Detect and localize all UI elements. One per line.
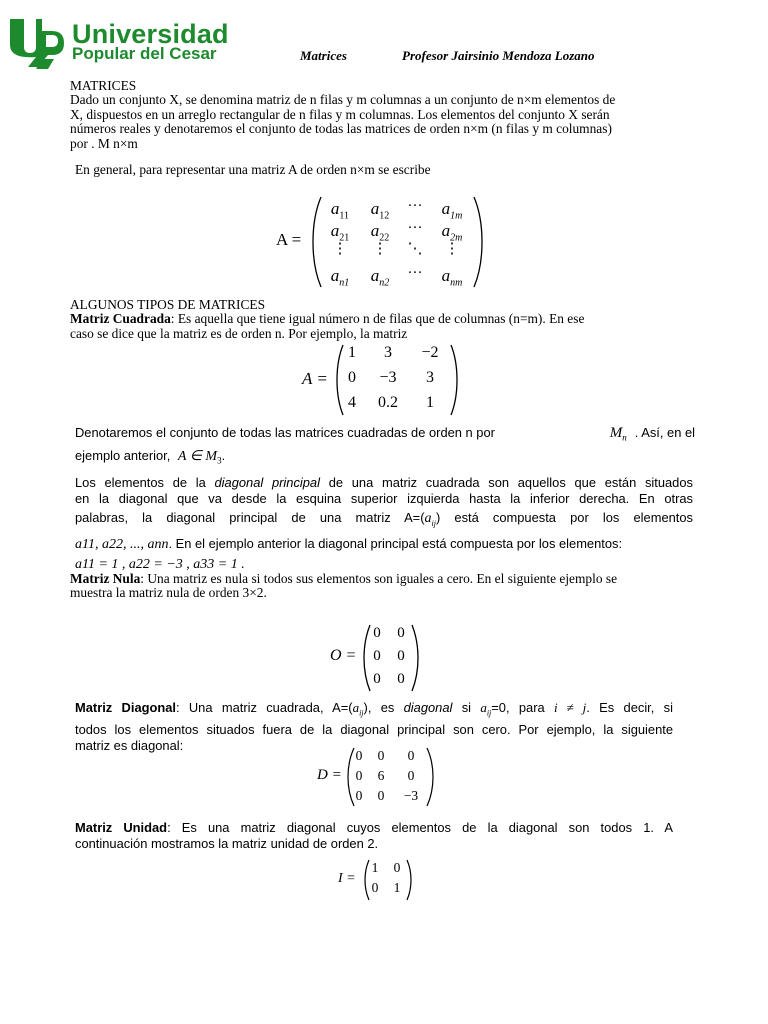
null-matrix	[368, 624, 412, 692]
types-heading: ALGUNOS TIPOS DE MATRICES	[70, 297, 266, 312]
diag-text: ), es	[363, 700, 395, 715]
matrix-entry: ⋮	[372, 241, 388, 257]
matrix-entry: ···	[407, 265, 423, 281]
diagonal-emphasis: diagonal principal	[214, 475, 320, 490]
matrix-entry: 3	[384, 344, 392, 361]
matrix-entry: $a_{nm}$	[441, 266, 463, 289]
matrix-entry: 1	[371, 860, 379, 875]
intro-line: Dado un conjunto X, se denomina matriz de n filas y m columnas a un conjunto de n×m elementos de	[70, 92, 616, 108]
null-label: Matriz Nula	[70, 571, 141, 586]
matrix-entry: 0.2	[378, 394, 398, 411]
diag-emphasis: diagonal	[403, 700, 453, 715]
matrix-entry: 0	[373, 648, 381, 664]
diag-block	[75, 700, 673, 754]
diagonal-text: ) está compuesta por los elementos	[435, 510, 693, 525]
intro-line: por . M n×m	[70, 135, 138, 151]
matrix-entry: $a_{2m}$	[441, 221, 463, 244]
general-sentence: En general, para representar una matriz A de orden n×m se escribe	[75, 162, 431, 177]
diag-text: matriz es diagonal:	[75, 737, 184, 753]
null-text: muestra la matriz nula de orden 3×2.	[70, 585, 267, 601]
matrix-entry: −3	[403, 788, 419, 803]
section-title: MATRICES	[70, 78, 137, 93]
diag-text: =0, para	[491, 700, 545, 715]
square-set-text: .	[221, 447, 226, 463]
matrix-entry: 1	[393, 880, 401, 895]
diag-text: todos los elementos situados fuera de la diagonal principal son cero. Por ejemplo, la siguiente	[75, 721, 673, 737]
matrix-entry: $a_{n2}$	[370, 266, 390, 289]
matrix-entry: $a_{22}$	[370, 221, 390, 244]
university-logo	[8, 17, 70, 71]
matrix-entry: 0	[355, 768, 363, 783]
header-topic: Matrices	[300, 48, 347, 63]
null-text: : Una matriz es nula si todos sus elementos son iguales a cero. En el siguiente ejemplo se	[140, 571, 618, 586]
matrix-entry: ···	[407, 198, 423, 214]
square-matrix-name: A =	[302, 369, 328, 388]
matrix-entry: 0	[407, 748, 415, 763]
i-neq-j-math: i ≠ j	[553, 700, 587, 715]
unit-text: : Es una matriz diagonal cuyos elementos de la diagonal son todos 1. A	[167, 820, 673, 835]
matrix-entry: 0	[371, 880, 379, 895]
matrix-entry: 0	[397, 671, 405, 687]
matrix-entry: 3	[426, 369, 434, 386]
aij-math: $a_{ij}$	[352, 700, 364, 718]
unit-text: continuación mostramos la matriz unidad de orden 2.	[75, 836, 379, 851]
general-matrix-name: A =	[276, 230, 302, 249]
matrix-entry: ⋮	[444, 241, 460, 257]
square-text: : Es aquella que tiene igual número n de filas que de columnas (n=m). En ese	[170, 311, 585, 327]
square-set-text: . Así, en el	[634, 425, 695, 440]
matrix-entry: $a_{11}$	[330, 199, 350, 222]
diagonal-elements-math: a11, a22, ..., ann	[75, 536, 169, 552]
null-block	[70, 572, 710, 601]
unit-matrix-name: I =	[338, 871, 356, 886]
matrix-entry: 0	[377, 788, 385, 803]
header-author: Profesor Jairsinio Mendoza Lozano	[402, 48, 595, 63]
membership-subscript: 3	[217, 455, 222, 466]
matrix-entry: −3	[379, 369, 397, 386]
matrix-entry: $a_{21}$	[330, 221, 350, 244]
types-block	[70, 298, 710, 341]
diag-matrix	[352, 747, 426, 807]
diagonal-text: palabras, la diagonal principal de una matriz A=(	[75, 510, 425, 525]
intro-line: X, dispuestos en un arreglo rectangular de n filas y m columnas. Los elementos del conjunto X serán	[70, 106, 610, 122]
matrix-entry: 0	[355, 748, 363, 763]
null-matrix-name: O =	[330, 647, 357, 664]
matrix-entry: $a_{1m}$	[441, 199, 463, 222]
aij-math: $a_{ij}$	[424, 511, 436, 528]
logo-emblem-icon	[8, 17, 70, 71]
diag-text: . Es decir, si	[586, 700, 673, 715]
logo-line1: Universidad	[72, 19, 229, 49]
diag-text: si	[461, 700, 472, 715]
general-matrix	[320, 196, 472, 288]
diagonal-text: en la diagonal que va desde la esquina superior izquierda hasta la inferior derecha. En otras	[75, 491, 693, 506]
matrix-entry: 0	[373, 625, 381, 641]
diagonal-text: Los elementos de la	[75, 475, 206, 490]
square-matrix	[342, 344, 450, 416]
matrix-entry: 0	[373, 671, 381, 687]
matrix-entry: 0	[397, 625, 405, 641]
matrix-entry: ···	[407, 220, 423, 236]
matrix-entry: 0	[377, 748, 385, 763]
diagonal-values-math: a11 = 1 , a22 = −3 , a33 = 1 .	[75, 556, 245, 572]
diag-matrix-bracket-right	[425, 747, 435, 807]
aij-math: $a_{ij}$	[480, 700, 492, 718]
unit-label: Matriz Unidad	[75, 820, 168, 835]
diag-text: : Una matriz cuadrada, A=(	[175, 700, 353, 715]
unit-matrix	[368, 859, 406, 901]
unit-matrix-bracket-right	[405, 859, 413, 901]
matrix-entry: $a_{n1}$	[330, 266, 350, 289]
set-subscript: n	[622, 432, 627, 443]
matrix-entry: 0	[397, 648, 405, 664]
set-symbol: M	[609, 425, 623, 441]
diagonal-text: . En el ejemplo anterior la diagonal principal está compuesta por los elementos:	[168, 535, 623, 551]
logo-line2: Popular del Cesar	[72, 44, 217, 63]
matrix-entry: 0	[348, 369, 356, 386]
matrix-entry: 4	[348, 394, 356, 411]
square-matrix-bracket-right	[449, 344, 459, 416]
diag-matrix-name: D =	[317, 767, 342, 783]
square-set-block	[75, 425, 695, 468]
square-text: caso se dice que la matriz es de orden n. Por ejemplo, la matriz	[70, 325, 408, 341]
matrix-entry: ⋮	[332, 241, 348, 257]
general-matrix-bracket-right	[472, 196, 484, 288]
square-label: Matriz Cuadrada	[70, 311, 171, 327]
diagonal-principal-block	[75, 475, 693, 573]
intro-line: números reales y denotaremos el conjunto de todas las matrices de orden n×m (n filas y m columnas)	[70, 121, 612, 137]
matrix-entry: 6	[377, 768, 385, 783]
matrix-entry: 1	[348, 344, 356, 361]
matrix-entry: 0	[355, 788, 363, 803]
matrix-entry: 1	[426, 394, 434, 411]
unit-block	[75, 820, 673, 852]
diag-label: Matriz Diagonal	[75, 700, 176, 715]
matrix-entry: ⋱	[407, 241, 423, 257]
matrix-entry: 0	[407, 768, 415, 783]
matrix-entry: $a_{12}$	[370, 199, 390, 222]
diagonal-text: de una matriz cuadrada son aquellos que están situados	[328, 475, 693, 490]
square-set-text: Denotaremos el conjunto de todas las matrices cuadradas de orden n por	[75, 425, 495, 440]
matrix-entry: 0	[393, 860, 401, 875]
matrix-entry: −2	[421, 344, 439, 361]
square-set-text: ejemplo anterior,	[75, 447, 171, 463]
intro-block	[70, 79, 710, 151]
membership-math: A ∈ M	[177, 448, 218, 464]
